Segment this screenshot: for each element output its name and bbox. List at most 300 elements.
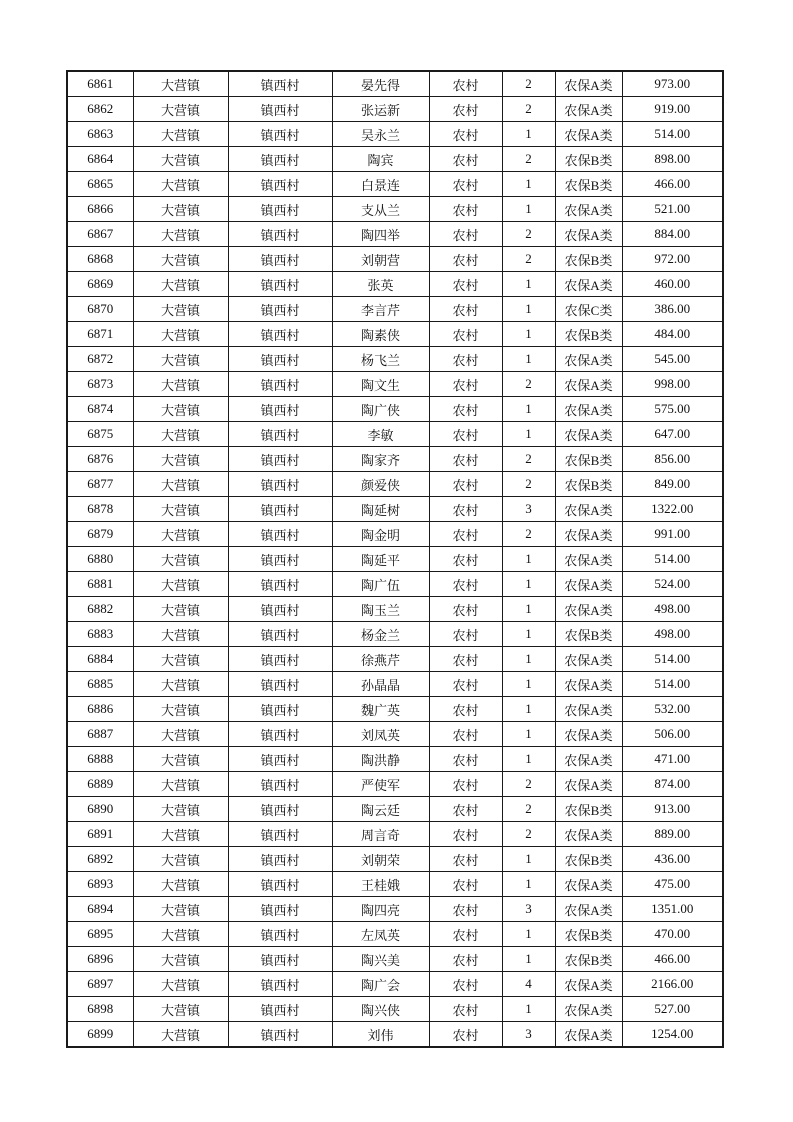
cell-residence: 农村 [429,172,502,197]
cell-residence: 农村 [429,497,502,522]
cell-amount: 498.00 [622,597,723,622]
cell-residence: 农村 [429,122,502,147]
cell-category: 农保B类 [555,622,622,647]
cell-name: 刘凤英 [332,722,429,747]
cell-village: 镇西村 [228,422,332,447]
cell-residence: 农村 [429,397,502,422]
cell-town: 大营镇 [133,347,228,372]
table-row [67,522,723,547]
cell-residence: 农村 [429,422,502,447]
cell-name: 陶广会 [332,972,429,997]
cell-village: 镇西村 [228,622,332,647]
cell-town: 大营镇 [133,422,228,447]
cell-residence: 农村 [429,672,502,697]
cell-residence: 农村 [429,322,502,347]
cell-amount: 532.00 [622,697,723,722]
cell-residence: 农村 [429,922,502,947]
cell-name: 刘朝营 [332,247,429,272]
cell-count: 3 [502,897,555,922]
cell-amount: 498.00 [622,622,723,647]
cell-residence: 农村 [429,247,502,272]
cell-category: 农保B类 [555,847,622,872]
cell-residence: 农村 [429,597,502,622]
cell-village: 镇西村 [228,697,332,722]
cell-count: 1 [502,947,555,972]
table-row [67,797,723,822]
cell-village: 镇西村 [228,772,332,797]
cell-residence: 农村 [429,447,502,472]
cell-town: 大营镇 [133,197,228,222]
cell-name: 陶延平 [332,547,429,572]
cell-category: 农保A类 [555,572,622,597]
cell-amount: 506.00 [622,722,723,747]
cell-town: 大营镇 [133,447,228,472]
cell-town: 大营镇 [133,497,228,522]
cell-residence: 农村 [429,722,502,747]
table-row [67,422,723,447]
cell-residence: 农村 [429,347,502,372]
cell-village: 镇西村 [228,497,332,522]
cell-count: 2 [502,472,555,497]
cell-town: 大营镇 [133,672,228,697]
table-row [67,647,723,672]
cell-name: 张运新 [332,97,429,122]
cell-town: 大营镇 [133,1022,228,1048]
cell-serial: 6882 [67,597,133,622]
table-row [67,872,723,897]
cell-amount: 471.00 [622,747,723,772]
cell-amount: 521.00 [622,197,723,222]
cell-amount: 475.00 [622,872,723,897]
table-row [67,997,723,1022]
cell-serial: 6899 [67,1022,133,1048]
cell-category: 农保A类 [555,722,622,747]
cell-town: 大营镇 [133,922,228,947]
table-row [67,947,723,972]
cell-town: 大营镇 [133,722,228,747]
cell-residence: 农村 [429,97,502,122]
cell-serial: 6865 [67,172,133,197]
table-row [67,1022,723,1048]
cell-serial: 6879 [67,522,133,547]
cell-count: 1 [502,697,555,722]
cell-name: 陶云廷 [332,797,429,822]
cell-town: 大营镇 [133,572,228,597]
cell-count: 2 [502,522,555,547]
cell-count: 1 [502,672,555,697]
cell-count: 1 [502,547,555,572]
cell-serial: 6892 [67,847,133,872]
table-row [67,97,723,122]
cell-village: 镇西村 [228,547,332,572]
cell-village: 镇西村 [228,1022,332,1048]
cell-category: 农保B类 [555,472,622,497]
cell-count: 1 [502,272,555,297]
cell-serial: 6885 [67,672,133,697]
cell-serial: 6878 [67,497,133,522]
cell-town: 大营镇 [133,172,228,197]
cell-town: 大营镇 [133,897,228,922]
cell-amount: 1351.00 [622,897,723,922]
cell-serial: 6888 [67,747,133,772]
cell-category: 农保A类 [555,422,622,447]
cell-category: 农保A类 [555,747,622,772]
cell-amount: 575.00 [622,397,723,422]
cell-amount: 2166.00 [622,972,723,997]
cell-serial: 6867 [67,222,133,247]
cell-village: 镇西村 [228,597,332,622]
cell-village: 镇西村 [228,247,332,272]
cell-amount: 514.00 [622,672,723,697]
cell-count: 2 [502,822,555,847]
cell-name: 杨飞兰 [332,347,429,372]
cell-name: 左凤英 [332,922,429,947]
cell-town: 大营镇 [133,522,228,547]
cell-serial: 6883 [67,622,133,647]
cell-name: 支从兰 [332,197,429,222]
cell-count: 1 [502,397,555,422]
cell-category: 农保A类 [555,397,622,422]
cell-category: 农保A类 [555,97,622,122]
cell-town: 大营镇 [133,122,228,147]
cell-category: 农保A类 [555,547,622,572]
cell-village: 镇西村 [228,572,332,597]
cell-village: 镇西村 [228,972,332,997]
cell-amount: 1254.00 [622,1022,723,1048]
cell-category: 农保A类 [555,872,622,897]
cell-village: 镇西村 [228,672,332,697]
cell-serial: 6870 [67,297,133,322]
cell-name: 陶四举 [332,222,429,247]
cell-village: 镇西村 [228,797,332,822]
table-row [67,697,723,722]
cell-category: 农保A类 [555,347,622,372]
cell-name: 陶素侠 [332,322,429,347]
cell-category: 农保A类 [555,272,622,297]
table-row [67,897,723,922]
cell-serial: 6896 [67,947,133,972]
cell-amount: 466.00 [622,172,723,197]
cell-serial: 6884 [67,647,133,672]
cell-category: 农保A类 [555,772,622,797]
cell-count: 2 [502,372,555,397]
cell-count: 2 [502,97,555,122]
cell-village: 镇西村 [228,922,332,947]
cell-category: 农保B类 [555,922,622,947]
cell-residence: 农村 [429,797,502,822]
cell-amount: 856.00 [622,447,723,472]
cell-serial: 6881 [67,572,133,597]
cell-category: 农保B类 [555,797,622,822]
cell-town: 大营镇 [133,797,228,822]
cell-amount: 884.00 [622,222,723,247]
table-row [67,547,723,572]
cell-name: 白景连 [332,172,429,197]
table-body [67,71,723,1047]
cell-name: 杨金兰 [332,622,429,647]
table-row [67,297,723,322]
cell-count: 2 [502,772,555,797]
cell-name: 张英 [332,272,429,297]
cell-town: 大营镇 [133,622,228,647]
cell-category: 农保B类 [555,147,622,172]
cell-count: 1 [502,297,555,322]
cell-village: 镇西村 [228,197,332,222]
cell-serial: 6886 [67,697,133,722]
cell-village: 镇西村 [228,447,332,472]
cell-count: 1 [502,622,555,647]
cell-count: 1 [502,872,555,897]
cell-village: 镇西村 [228,71,332,97]
cell-serial: 6894 [67,897,133,922]
cell-town: 大营镇 [133,747,228,772]
cell-residence: 农村 [429,872,502,897]
cell-name: 王桂娥 [332,872,429,897]
cell-amount: 527.00 [622,997,723,1022]
cell-name: 颜爱侠 [332,472,429,497]
cell-town: 大营镇 [133,322,228,347]
cell-name: 刘伟 [332,1022,429,1048]
table-row [67,497,723,522]
cell-serial: 6866 [67,197,133,222]
cell-serial: 6880 [67,547,133,572]
cell-count: 1 [502,122,555,147]
cell-category: 农保A类 [555,222,622,247]
cell-count: 1 [502,647,555,672]
cell-amount: 524.00 [622,572,723,597]
cell-serial: 6887 [67,722,133,747]
cell-residence: 农村 [429,372,502,397]
cell-village: 镇西村 [228,872,332,897]
cell-serial: 6864 [67,147,133,172]
table-row [67,272,723,297]
cell-village: 镇西村 [228,747,332,772]
cell-serial: 6861 [67,71,133,97]
cell-name: 陶金明 [332,522,429,547]
cell-amount: 470.00 [622,922,723,947]
cell-count: 1 [502,722,555,747]
cell-serial: 6891 [67,822,133,847]
cell-name: 陶兴侠 [332,997,429,1022]
cell-serial: 6898 [67,997,133,1022]
cell-serial: 6863 [67,122,133,147]
cell-count: 4 [502,972,555,997]
cell-serial: 6874 [67,397,133,422]
cell-name: 严使军 [332,772,429,797]
table-row [67,447,723,472]
table-row [67,822,723,847]
table-row [67,472,723,497]
table-row [67,172,723,197]
cell-village: 镇西村 [228,347,332,372]
cell-town: 大营镇 [133,647,228,672]
cell-village: 镇西村 [228,947,332,972]
cell-count: 1 [502,997,555,1022]
cell-village: 镇西村 [228,997,332,1022]
cell-residence: 农村 [429,197,502,222]
table-row [67,197,723,222]
cell-count: 1 [502,572,555,597]
cell-amount: 919.00 [622,97,723,122]
cell-category: 农保A类 [555,822,622,847]
cell-count: 2 [502,247,555,272]
cell-residence: 农村 [429,772,502,797]
cell-name: 陶家齐 [332,447,429,472]
cell-count: 2 [502,447,555,472]
table-row [67,222,723,247]
cell-category: 农保A类 [555,372,622,397]
cell-residence: 农村 [429,997,502,1022]
cell-count: 1 [502,197,555,222]
cell-amount: 972.00 [622,247,723,272]
cell-serial: 6871 [67,322,133,347]
cell-count: 2 [502,222,555,247]
cell-town: 大营镇 [133,972,228,997]
cell-village: 镇西村 [228,372,332,397]
cell-village: 镇西村 [228,847,332,872]
cell-residence: 农村 [429,547,502,572]
cell-count: 1 [502,172,555,197]
cell-village: 镇西村 [228,472,332,497]
cell-residence: 农村 [429,222,502,247]
cell-name: 陶洪静 [332,747,429,772]
cell-amount: 460.00 [622,272,723,297]
cell-category: 农保B类 [555,172,622,197]
cell-town: 大营镇 [133,147,228,172]
cell-count: 1 [502,747,555,772]
cell-count: 1 [502,422,555,447]
cell-town: 大营镇 [133,97,228,122]
cell-town: 大营镇 [133,397,228,422]
table-row [67,372,723,397]
cell-town: 大营镇 [133,597,228,622]
cell-category: 农保A类 [555,897,622,922]
cell-category: 农保A类 [555,1022,622,1048]
cell-category: 农保A类 [555,647,622,672]
cell-name: 孙晶晶 [332,672,429,697]
cell-amount: 514.00 [622,647,723,672]
cell-village: 镇西村 [228,822,332,847]
cell-category: 农保A类 [555,597,622,622]
table-row [67,622,723,647]
cell-residence: 农村 [429,572,502,597]
cell-category: 农保A类 [555,197,622,222]
cell-residence: 农村 [429,297,502,322]
cell-town: 大营镇 [133,547,228,572]
cell-serial: 6889 [67,772,133,797]
cell-serial: 6875 [67,422,133,447]
cell-category: 农保A类 [555,997,622,1022]
cell-count: 1 [502,322,555,347]
cell-town: 大营镇 [133,772,228,797]
cell-residence: 农村 [429,847,502,872]
cell-category: 农保A类 [555,522,622,547]
cell-residence: 农村 [429,947,502,972]
cell-serial: 6873 [67,372,133,397]
table-row [67,747,723,772]
cell-village: 镇西村 [228,522,332,547]
cell-village: 镇西村 [228,322,332,347]
table-row [67,347,723,372]
cell-residence: 农村 [429,822,502,847]
cell-count: 2 [502,147,555,172]
cell-serial: 6877 [67,472,133,497]
table-row [67,397,723,422]
cell-category: 农保C类 [555,297,622,322]
cell-amount: 514.00 [622,547,723,572]
table-row [67,322,723,347]
cell-serial: 6868 [67,247,133,272]
cell-village: 镇西村 [228,297,332,322]
cell-amount: 514.00 [622,122,723,147]
table-row [67,922,723,947]
cell-name: 陶广侠 [332,397,429,422]
cell-village: 镇西村 [228,172,332,197]
cell-name: 陶文生 [332,372,429,397]
cell-amount: 991.00 [622,522,723,547]
cell-serial: 6893 [67,872,133,897]
cell-name: 陶兴美 [332,947,429,972]
cell-amount: 484.00 [622,322,723,347]
cell-name: 陶四亮 [332,897,429,922]
cell-category: 农保A类 [555,697,622,722]
benefits-table [66,70,724,1048]
cell-category: 农保B类 [555,247,622,272]
cell-residence: 农村 [429,622,502,647]
cell-amount: 874.00 [622,772,723,797]
cell-amount: 898.00 [622,147,723,172]
cell-town: 大营镇 [133,847,228,872]
cell-amount: 647.00 [622,422,723,447]
cell-residence: 农村 [429,472,502,497]
cell-town: 大营镇 [133,222,228,247]
cell-village: 镇西村 [228,647,332,672]
cell-name: 陶延树 [332,497,429,522]
cell-name: 周言奇 [332,822,429,847]
cell-count: 2 [502,797,555,822]
cell-category: 农保A类 [555,122,622,147]
cell-count: 1 [502,347,555,372]
table-row [67,847,723,872]
table-row [67,597,723,622]
cell-serial: 6872 [67,347,133,372]
cell-village: 镇西村 [228,272,332,297]
cell-town: 大营镇 [133,997,228,1022]
cell-serial: 6895 [67,922,133,947]
cell-residence: 农村 [429,522,502,547]
cell-amount: 466.00 [622,947,723,972]
cell-serial: 6869 [67,272,133,297]
cell-count: 3 [502,497,555,522]
cell-residence: 农村 [429,697,502,722]
cell-residence: 农村 [429,1022,502,1048]
table-row [67,722,723,747]
cell-category: 农保A类 [555,497,622,522]
table-row [67,71,723,97]
cell-town: 大营镇 [133,822,228,847]
cell-amount: 1322.00 [622,497,723,522]
cell-serial: 6890 [67,797,133,822]
cell-name: 刘朝荣 [332,847,429,872]
cell-category: 农保A类 [555,71,622,97]
cell-category: 农保B类 [555,947,622,972]
table-row [67,572,723,597]
cell-village: 镇西村 [228,122,332,147]
table-row [67,672,723,697]
cell-village: 镇西村 [228,147,332,172]
cell-name: 陶广伍 [332,572,429,597]
cell-town: 大营镇 [133,697,228,722]
